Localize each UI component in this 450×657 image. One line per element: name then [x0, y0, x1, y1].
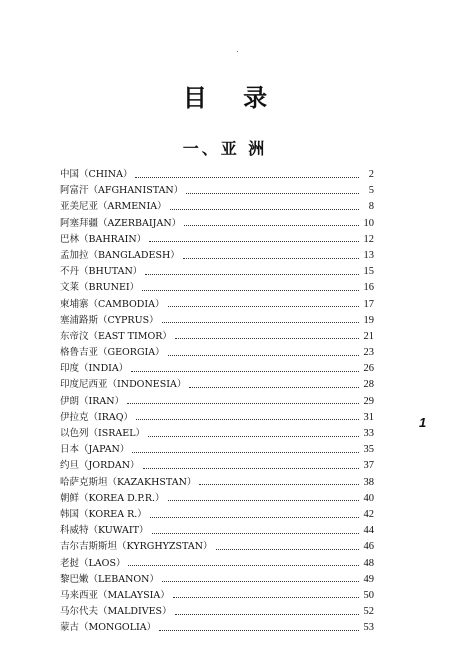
toc-entry[interactable]: [60, 491, 374, 507]
dot-leader: [162, 581, 359, 582]
toc-entry-label: 不丹（BHUTAN）: [60, 266, 143, 278]
toc-entry-page-number: 46: [363, 541, 374, 553]
dot-leader: [128, 565, 359, 566]
page-title: 目 录: [182, 84, 282, 112]
toc-entry[interactable]: [60, 345, 374, 361]
side-page-number: 1: [419, 415, 427, 430]
toc-entry[interactable]: [60, 377, 374, 393]
toc-entry-page-number: 19: [363, 314, 374, 326]
toc-entry-label: 格鲁吉亚（GEORGIA）: [60, 347, 165, 359]
toc-entry[interactable]: [60, 232, 374, 248]
toc-entry-label: 亚美尼亚（ARMENIA）: [60, 201, 167, 213]
dot-leader: [145, 274, 359, 275]
toc-entry-page-number: 42: [363, 508, 374, 520]
toc-entry-label: 马尔代夫（MALDIVES）: [60, 606, 172, 618]
toc-entry[interactable]: [60, 183, 374, 199]
toc-entry-page-number: 29: [363, 395, 374, 407]
toc-entry[interactable]: [60, 264, 374, 280]
toc-entry[interactable]: [60, 539, 374, 555]
toc-entry-page-number: 26: [363, 363, 374, 375]
toc-entry-page-number: 16: [363, 282, 374, 294]
toc-entry-page-number: 53: [363, 622, 374, 634]
toc-entry-label: 老挝（LAOS）: [60, 557, 126, 569]
toc-entry[interactable]: [60, 426, 374, 442]
toc-entry[interactable]: [60, 458, 374, 474]
toc-entry-page-number: 23: [363, 347, 374, 359]
toc-entry-label: 伊拉克（IRAQ）: [60, 411, 134, 423]
toc-entry-page-number: 50: [363, 589, 374, 601]
toc-entry-label: 孟加拉（BANGLADESH）: [60, 249, 180, 261]
dot-leader: [148, 436, 359, 437]
toc-entry[interactable]: [60, 280, 374, 296]
toc-entry[interactable]: [60, 394, 374, 410]
dot-leader: [150, 517, 359, 518]
dot-leader: [132, 452, 359, 453]
dot-leader: [136, 419, 359, 420]
toc-entry-page-number: 37: [363, 460, 374, 472]
dot-leader: [168, 306, 359, 307]
toc-entry[interactable]: [60, 361, 374, 377]
dot-leader: [199, 484, 359, 485]
toc-entry-label: 巴林（BAHRAIN）: [60, 233, 147, 245]
toc-entry-page-number: 5: [368, 185, 374, 197]
toc-entry-page-number: 21: [363, 330, 374, 342]
dot-leader: [175, 614, 359, 615]
toc-entry-label: 印度尼西亚（INDONESIA）: [60, 379, 187, 391]
dot-leader: [143, 468, 359, 469]
toc-entry[interactable]: [60, 507, 374, 523]
toc-entry-page-number: 35: [363, 444, 374, 456]
toc-entry-label: 韩国（KOREA R.）: [60, 508, 147, 520]
toc-entry-label: 文莱（BRUNEI）: [60, 282, 140, 294]
toc-entry-page-number: 13: [363, 249, 374, 261]
toc-entry-label: 哈萨克斯坦（KAZAKHSTAN）: [60, 476, 197, 488]
toc-entry[interactable]: [60, 313, 374, 329]
toc-entry-page-number: 44: [363, 525, 374, 537]
dot-leader: [135, 177, 359, 178]
dot-leader: [127, 403, 359, 404]
toc-entry[interactable]: [60, 475, 374, 491]
toc-entry-page-number: 31: [363, 411, 374, 423]
table-of-contents: [60, 167, 374, 636]
toc-entry-page-number: 49: [363, 573, 374, 585]
dot-leader: [168, 500, 359, 501]
toc-entry[interactable]: [60, 199, 374, 215]
toc-entry[interactable]: [60, 410, 374, 426]
toc-entry-label: 朝鲜（KOREA D.P.R.）: [60, 492, 165, 504]
toc-entry-label: 阿塞拜疆（AZERBAIJAN）: [60, 217, 182, 229]
toc-entry-page-number: 28: [363, 379, 374, 391]
toc-entry-label: 科威特（KUWAIT）: [60, 525, 149, 537]
toc-entry[interactable]: [60, 297, 374, 313]
toc-entry-label: 以色列（ISRAEL）: [60, 428, 146, 439]
toc-entry-label: 蒙古（MONGOLIA）: [60, 622, 157, 634]
scan-speck: [237, 51, 238, 52]
toc-entry[interactable]: [60, 442, 374, 458]
toc-entry[interactable]: [60, 620, 374, 636]
dot-leader: [173, 597, 359, 598]
dot-leader: [186, 193, 359, 194]
toc-entry[interactable]: [60, 329, 374, 345]
dot-leader: [168, 355, 359, 356]
toc-entry[interactable]: [60, 167, 374, 183]
dot-leader: [170, 209, 359, 210]
toc-entry-label: 东帝汶（EAST TIMOR）: [60, 330, 172, 342]
toc-entry-page-number: 2: [368, 169, 374, 180]
toc-entry-label: 日本（JAPAN）: [60, 444, 130, 456]
toc-entry-page-number: 12: [363, 233, 374, 245]
dot-leader: [131, 371, 359, 372]
dot-leader: [189, 387, 359, 388]
toc-entry[interactable]: [60, 523, 374, 539]
toc-entry[interactable]: [60, 572, 374, 588]
toc-entry-page-number: 48: [363, 557, 374, 569]
toc-entry[interactable]: [60, 588, 374, 604]
dot-leader: [152, 533, 359, 534]
toc-entry-label: 吉尔吉斯斯坦（KYRGHYZSTAN）: [60, 541, 213, 553]
toc-entry-page-number: 10: [363, 217, 374, 229]
dot-leader: [175, 338, 359, 339]
toc-entry-label: 塞浦路斯（CYPRUS）: [60, 314, 159, 326]
toc-entry-page-number: 33: [363, 428, 374, 439]
toc-entry[interactable]: [60, 556, 374, 572]
toc-entry-page-number: 8: [368, 201, 374, 213]
dot-leader: [142, 290, 359, 291]
dot-leader: [149, 241, 359, 242]
dot-leader: [159, 630, 359, 631]
dot-leader: [162, 322, 359, 323]
dot-leader: [216, 549, 359, 550]
toc-entry-page-number: 52: [363, 606, 374, 618]
toc-entry[interactable]: [60, 604, 374, 620]
toc-entry[interactable]: [60, 216, 374, 232]
toc-entry-page-number: 15: [363, 266, 374, 278]
section-title: 一、亚 洲: [182, 139, 268, 158]
toc-entry-label: 中国（CHINA）: [60, 169, 133, 180]
dot-leader: [184, 225, 359, 226]
toc-entry-label: 约旦（JORDAN）: [60, 460, 140, 472]
toc-entry-label: 黎巴嫩（LEBANON）: [60, 573, 159, 585]
toc-entry-label: 印度（INDIA）: [60, 363, 129, 375]
toc-entry-page-number: 40: [363, 492, 374, 504]
toc-entry-label: 伊朗（IRAN）: [60, 395, 125, 407]
toc-entry-page-number: 17: [363, 298, 374, 310]
dot-leader: [183, 258, 359, 259]
toc-entry[interactable]: [60, 248, 374, 264]
toc-entry-label: 马来西亚（MALAYSIA）: [60, 589, 170, 601]
toc-entry-label: 阿富汗（AFGHANISTAN）: [60, 185, 184, 197]
toc-entry-label: 柬埔寨（CAMBODIA）: [60, 298, 165, 310]
toc-entry-page-number: 38: [363, 476, 374, 488]
